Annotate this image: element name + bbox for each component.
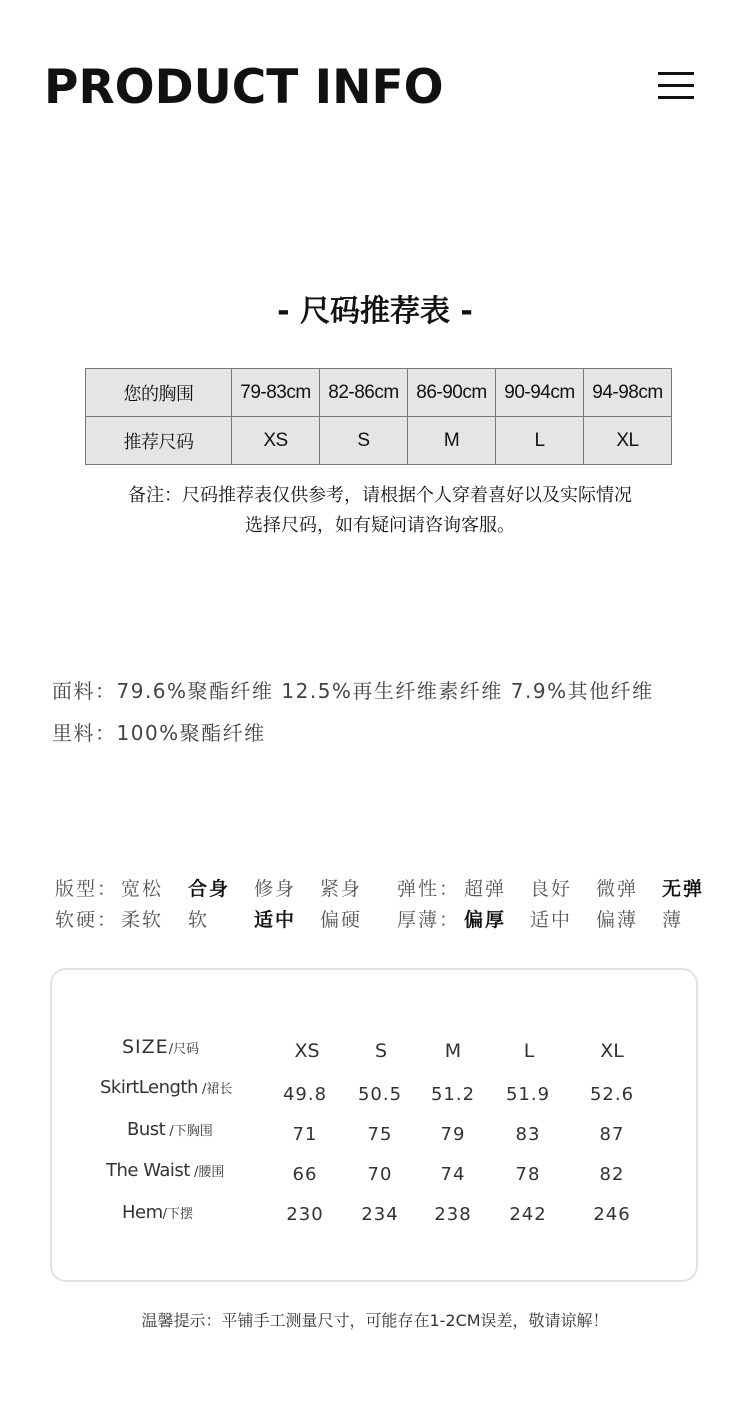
measurement-tip: 温馨提示：平铺手工测量尺寸，可能存在1-2CM误差，敬请谅解！ [141,1311,609,1330]
skirt-length-label [100,1077,232,1098]
size-recommendation-title: - 尺码推荐表 - [277,294,473,329]
elasticity-option-selected: 无弹 [662,878,705,900]
label-cn: /腰围 [189,1165,225,1180]
measurement-value: 52.6 [589,1084,635,1105]
measurement-value: 49.8 [282,1084,328,1105]
fit-option: 修身 [254,878,297,900]
measurement-value: 71 [292,1124,318,1145]
softness-option: 偏硬 [320,909,363,931]
elasticity-label: 弹性： [397,878,461,900]
hem-label [122,1202,193,1223]
size-recommendation-table [85,368,672,465]
thickness-option: 偏薄 [596,909,639,931]
measurement-value: 50.5 [357,1084,403,1105]
fit-option: 宽松 [121,878,164,900]
thickness-option-selected: 偏厚 [464,909,507,931]
label-en: Bust [127,1119,166,1140]
size-header-label [122,1036,199,1058]
measurement-value: 246 [593,1204,631,1225]
chest-range-cell: 86-90cm [408,369,496,417]
measurement-value: 83 [515,1124,541,1145]
fit-label: 版型： [55,878,119,900]
size-cell: XS [232,417,320,465]
size-cell: M [408,417,496,465]
measurement-value: 230 [286,1204,324,1225]
label-en: Hem [122,1202,163,1223]
measurement-value: 242 [509,1204,547,1225]
chest-range-cell: 82-86cm [320,369,408,417]
hamburger-menu-icon[interactable] [658,72,694,100]
size-cell: XL [584,417,672,465]
label-cn: /下摆 [162,1207,194,1222]
size-column-header: XL [600,1040,624,1062]
measurement-value: 70 [367,1164,393,1185]
measurement-value: 87 [599,1124,625,1145]
label-cn: /裙长 [197,1082,233,1097]
measurement-value: 75 [367,1124,393,1145]
measurement-value: 51.2 [430,1084,476,1105]
measurement-value: 234 [361,1204,399,1225]
chest-range-cell: 90-94cm [496,369,584,417]
row-header-size: 推荐尺码 [86,417,232,465]
elasticity-option: 良好 [530,878,573,900]
label-cn: /尺码 [168,1042,200,1057]
row-header-chest: 您的胸围 [86,369,232,417]
label-en: The Waist [106,1160,190,1181]
table-row [86,369,672,417]
softness-option: 柔软 [121,909,164,931]
chest-range-cell: 94-98cm [584,369,672,417]
size-column-header: XS [294,1040,320,1062]
thickness-label: 厚薄： [397,909,461,931]
softness-option-selected: 适中 [254,909,297,931]
measurement-value: 238 [434,1204,472,1225]
label-en: SIZE [122,1036,169,1058]
note-line: 选择尺码，如有疑问请咨询客服。 [245,515,515,536]
page-title: PRODUCT INFO [44,60,444,115]
fit-option: 紧身 [320,878,363,900]
measurement-value: 79 [440,1124,466,1145]
waist-label [106,1160,224,1181]
measurement-value: 51.9 [505,1084,551,1105]
thickness-option: 薄 [662,909,684,931]
softness-label: 软硬： [55,909,119,931]
elasticity-option: 微弹 [596,878,639,900]
menu-bar [658,72,694,75]
menu-bar [658,84,694,87]
fit-option-selected: 合身 [188,878,231,900]
size-column-header: S [374,1040,388,1062]
note-line: 备注：尺码推荐表仅供参考，请根据个人穿着喜好以及实际情况 [128,485,632,506]
label-en: SkirtLength [100,1077,198,1098]
size-note [90,481,670,541]
softness-option: 软 [188,909,210,931]
measurement-value: 82 [599,1164,625,1185]
size-cell: S [320,417,408,465]
bust-label [127,1119,213,1140]
measurement-card [50,968,698,1282]
table-row [86,417,672,465]
fabric-outer: 面料：79.6%聚酯纤维 12.5%再生纤维素纤维 7.9%其他纤维 [52,679,654,703]
size-column-header: M [444,1040,462,1062]
size-column-header: L [523,1040,535,1062]
chest-range-cell: 79-83cm [232,369,320,417]
measurement-value: 74 [440,1164,466,1185]
elasticity-option: 超弹 [464,878,507,900]
menu-bar [658,96,694,99]
measurement-value: 66 [292,1164,318,1185]
fabric-lining: 里料：100%聚酯纤维 [52,721,266,745]
thickness-option: 适中 [530,909,573,931]
label-cn: /下胸围 [165,1124,213,1139]
measurement-value: 78 [515,1164,541,1185]
size-cell: L [496,417,584,465]
